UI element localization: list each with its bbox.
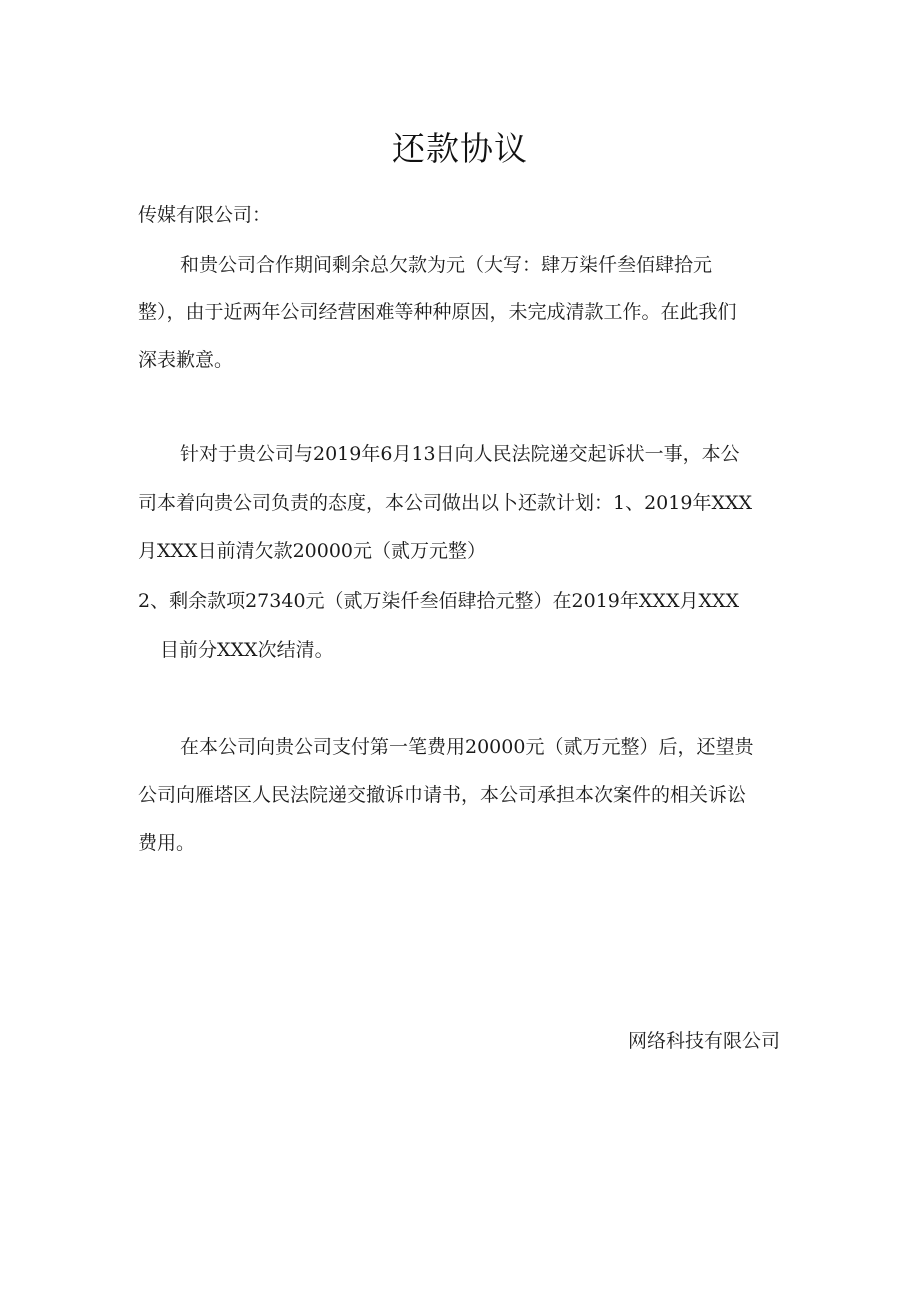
- paragraph2-line2: 司本着向贵公司负责的态度，本公司做出以卜还款计划：1、2019年XXX: [138, 492, 753, 514]
- paragraph4-line3: 费用。: [138, 832, 196, 854]
- paragraph2-line3: 月XXX日前清欠款20000元（贰万元整）: [138, 540, 487, 562]
- paragraph4-line2: 公司向雁塔区人民法院递交撤诉巾请书，本公司承担本次案件的相关诉讼: [138, 784, 747, 806]
- salutation: 传媒有限公司：: [138, 204, 272, 226]
- paragraph1-line3: 深表歉意。: [138, 349, 234, 371]
- document-title: 还款协议: [392, 129, 528, 168]
- signature-company: 网络科技有限公司: [627, 1030, 780, 1052]
- paragraph2-line1: 针对于贵公司与2019年6月13日向人民法院递交起诉状一事，本公: [180, 443, 740, 465]
- paragraph4-line1: 在本公司向贵公司支付第一笔费用20000元（贰万元整）后，还望贵: [180, 736, 754, 758]
- paragraph3-line1: 2、剩余款项27340元（贰万柒仟叁佰肆拾元整）在2019年XXX月XXX: [138, 590, 740, 612]
- paragraph1-line2: 整），由于近两年公司经营困难等种种原因，未完成清款工作。在此我们: [138, 301, 737, 323]
- paragraph3-line2: 目前分XXX次结清。: [160, 639, 334, 661]
- paragraph1-line1: 和贵公司合作期间剩余总欠款为元（大写：肆万柒仟叁佰肆拾元: [180, 254, 713, 276]
